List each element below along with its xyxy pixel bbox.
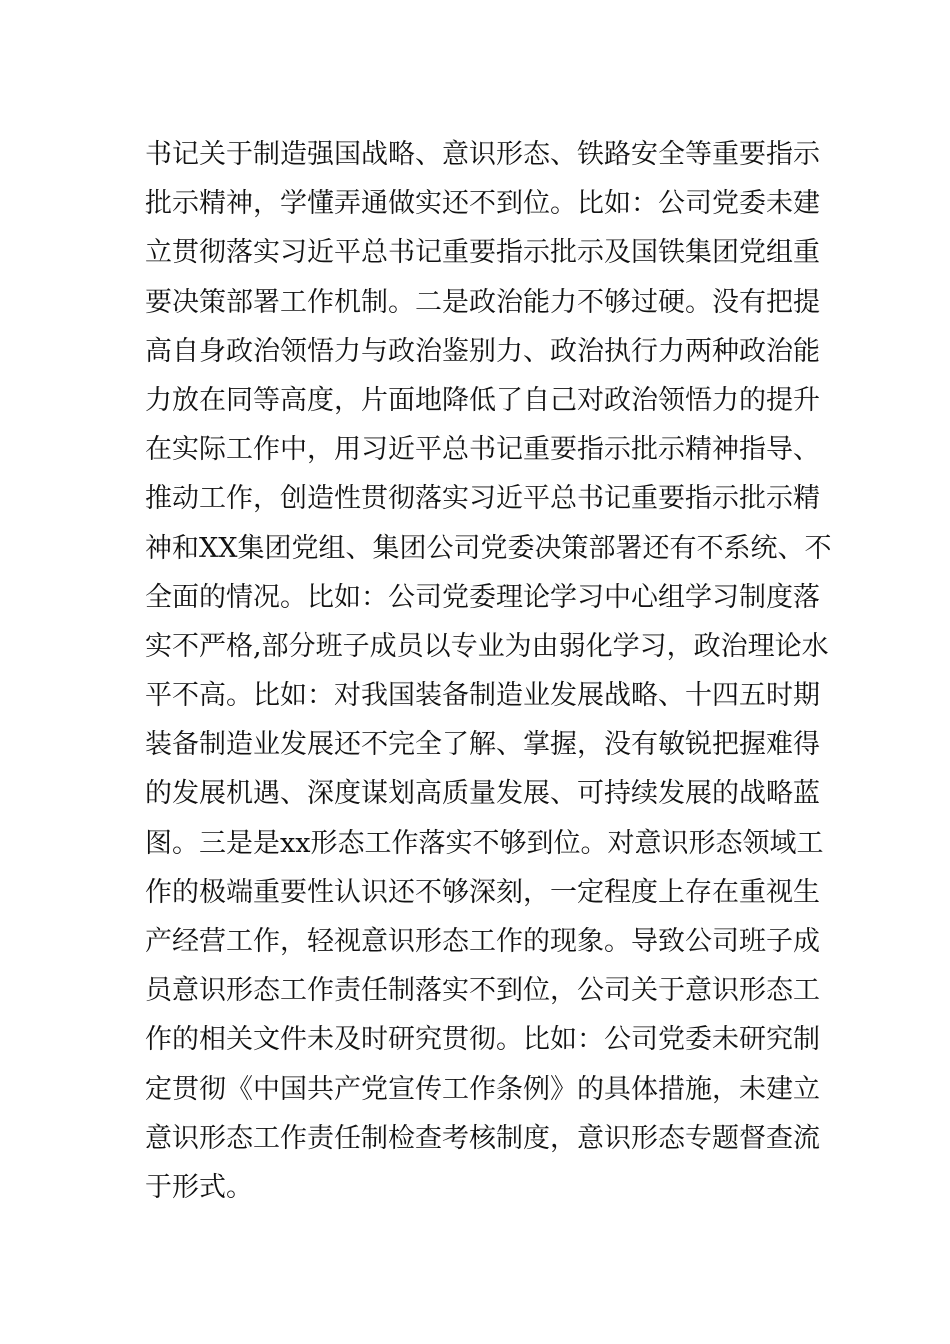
text-line: 意识形态工作责任制检查考核制度，意识形态专题督查流 — [145, 1122, 820, 1154]
text-line: 定贯彻《中国共产党宣传工作条例》的具体措施，未建立 — [145, 1073, 820, 1105]
text-line: 全面的情况。比如：公司党委理论学习中心组学习制度落 — [145, 581, 820, 613]
text-line: 平不高。比如：对我国装备制造业发展战略、十四五时期 — [145, 680, 820, 712]
text-line: 推动工作，创造性贯彻落实习近平总书记重要指示批示精 — [145, 483, 820, 515]
text-line: 于形式。 — [145, 1171, 253, 1203]
text-line: 作的相关文件未及时研究贯彻。比如：公司党委未研究制 — [145, 1024, 820, 1056]
text-line: 高自身政治领悟力与政治鉴别力、政治执行力两种政治能 — [145, 335, 820, 367]
text-line: 作的极端重要性认识还不够深刻，一定程度上存在重视生 — [145, 876, 820, 908]
text-line: 在实际工作中，用习近平总书记重要指示批示精神指导、 — [145, 434, 820, 466]
body-paragraph — [145, 130, 832, 1212]
text-line: 图。三是是xx形态工作落实不够到位。对意识形态领域工 — [145, 827, 824, 859]
text-line: 要决策部署工作机制。二是政治能力不够过硬。没有把提 — [145, 286, 820, 318]
text-line: 神和XX集团党组、集团公司党委决策部署还有不系统、不 — [145, 532, 832, 564]
text-line: 批示精神，学懂弄通做实还不到位。比如：公司党委未建 — [145, 188, 820, 220]
text-line: 员意识形态工作责任制落实不到位，公司关于意识形态工 — [145, 975, 820, 1007]
text-line: 书记关于制造强国战略、意识形态、铁路安全等重要指示 — [145, 139, 820, 170]
text-line: 实不严格,部分班子成员以专业为由弱化学习，政治理论水 — [145, 630, 829, 662]
text-line: 力放在同等高度，片面地降低了自己对政治领悟力的提升 — [145, 384, 820, 416]
text-line: 产经营工作，轻视意识形态工作的现象。导致公司班子成 — [145, 926, 820, 957]
text-line: 的发展机遇、深度谋划高质量发展、可持续发展的战略蓝 — [145, 778, 820, 810]
text-line: 立贯彻落实习近平总书记重要指示批示及国铁集团党组重 — [145, 237, 820, 269]
text-line: 装备制造业发展还不完全了解、掌握，没有敏锐把握难得 — [145, 729, 820, 761]
